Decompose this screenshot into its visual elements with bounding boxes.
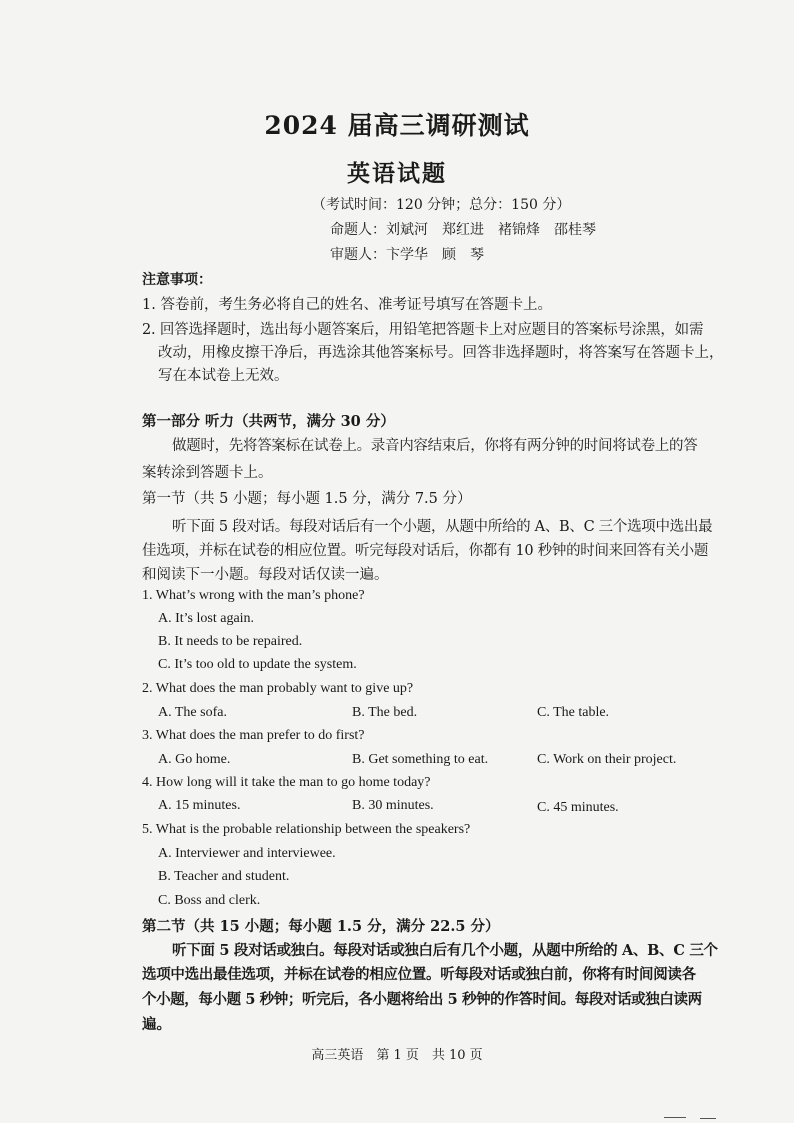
question-4-option-a: A. 15 minutes.: [158, 798, 241, 813]
section1-intro-line-3: 和阅读下一小题。每段对话仅读一遍。: [142, 567, 389, 583]
question-1-stem: 1. What’s wrong with the man’s phone?: [142, 588, 365, 603]
question-5-option-a: A. Interviewer and interviewee.: [158, 846, 336, 861]
question-4-option-c: C. 45 minutes.: [537, 800, 619, 815]
section2-heading: 第二节（共 15 小题；每小题 1.5 分，满分 22.5 分）: [142, 918, 500, 935]
scan-mark: [700, 1118, 716, 1119]
question-2-option-a: A. The sofa.: [158, 705, 227, 720]
question-4-stem: 4. How long will it take the man to go home today?: [142, 775, 431, 790]
exam-title: 2024 届高三调研测试: [264, 111, 530, 140]
question-3-option-c: C. Work on their project.: [537, 752, 677, 767]
question-5-option-b: B. Teacher and student.: [158, 869, 290, 884]
question-1-option-a: A. It’s lost again.: [158, 611, 255, 626]
exam-authors: 命题人：刘斌河 郑红进 褚锦烽 邵桂琴: [330, 222, 596, 238]
page-footer: 高三英语 第 1 页 共 10 页: [311, 1048, 483, 1063]
section2-intro-line-3: 个小题，每小题 5 秒钟；听完后，各小题将给出 5 秒钟的作答时间。每段对话或独白读两: [142, 991, 702, 1008]
scan-mark: [664, 1117, 686, 1118]
notice-item-2-line-1: 2. 回答选择题时，选出每小题答案后，用铅笔把答题卡上对应题目的答案标号涂黑，如需: [142, 322, 704, 338]
section1-intro-line-2: 佳选项，并标在试卷的相应位置。听完每段对话后，你都有 10 秒钟的时间来回答有关小题: [142, 543, 709, 559]
notice-heading: 注意事项：: [142, 272, 212, 288]
notice-item-1: 1. 答卷前，考生务必将自己的姓名、准考证号填写在答题卡上。: [142, 297, 552, 313]
section2-intro-line-4: 遍。: [142, 1016, 171, 1033]
question-4-option-b: B. 30 minutes.: [352, 798, 434, 813]
exam-info: （考试时间：120 分钟；总分：150 分）: [312, 197, 571, 213]
section1-intro-line-1: 听下面 5 段对话。每段对话后有一个小题，从题中所给的 A、B、C 三个选项中选出最: [172, 519, 713, 535]
question-2-option-c: C. The table.: [537, 705, 610, 720]
part1-heading: 第一部分 听力（共两节，满分 30 分）: [142, 413, 395, 430]
notice-item-2-line-2: 改动，用橡皮擦干净后，再选涂其他答案标号。回答非选择题时，将答案写在答题卡上，: [158, 345, 724, 361]
exam-reviewers: 审题人：卞学华 顾 琴: [330, 247, 484, 263]
section2-intro-line-2: 选项中选出最佳选项，并标在试卷的相应位置。听每段对话或独白前，你将有时间阅读各: [142, 966, 696, 983]
question-3-stem: 3. What does the man prefer to do first?: [142, 728, 365, 743]
exam-subtitle: 英语试题: [347, 160, 447, 187]
question-5-stem: 5. What is the probable relationship between the speakers?: [142, 822, 471, 837]
question-3-option-b: B. Get something to eat.: [352, 752, 489, 767]
question-1-option-b: B. It needs to be repaired.: [158, 634, 303, 649]
part1-intro-line-2: 案转涂到答题卡上。: [142, 465, 273, 481]
section1-heading: 第一节（共 5 小题；每小题 1.5 分，满分 7.5 分）: [142, 491, 472, 507]
section2-intro-line-1: 听下面 5 段对话或独白。每段对话或独白后有几个小题，从题中所给的 A、B、C 三个: [172, 942, 718, 959]
question-5-option-c: C. Boss and clerk.: [158, 893, 261, 908]
question-2-option-b: B. The bed.: [352, 705, 418, 720]
question-1-option-c: C. It’s too old to update the system.: [158, 657, 357, 672]
question-2-stem: 2. What does the man probably want to give up?: [142, 681, 414, 696]
part1-intro-line-1: 做题时，先将答案标在试卷上。录音内容结束后，你将有两分钟的时间将试卷上的答: [172, 438, 698, 454]
notice-item-2-line-3: 写在本试卷上无效。: [158, 368, 289, 384]
question-3-option-a: A. Go home.: [158, 752, 231, 767]
